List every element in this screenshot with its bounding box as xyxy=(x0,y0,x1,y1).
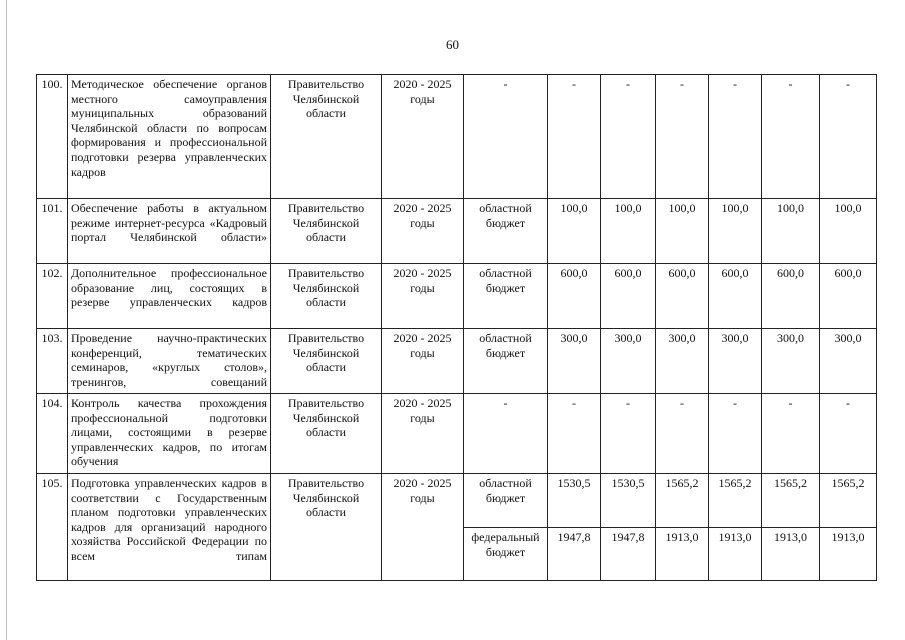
page-edge-line xyxy=(6,0,7,640)
value-cell: 600,0 xyxy=(762,264,820,329)
value-cell: 1530,5 xyxy=(601,474,656,528)
value-cell: 300,0 xyxy=(762,329,820,394)
executor: Правительство Челябинской области xyxy=(271,474,382,581)
value-cell: 300,0 xyxy=(709,329,762,394)
funding-source: областной бюджет xyxy=(464,264,548,329)
value-cell: 300,0 xyxy=(656,329,709,394)
value-cell: - xyxy=(548,75,601,199)
measure-name: Проведение научно-практических конференций, тематических семинаров, «круглых столов», тренингов, совещаний xyxy=(68,329,271,394)
measure-name: Обеспечение работы в актуальном режиме интернет-ресурса «Кадровый портал Челябинской области» xyxy=(68,199,271,264)
value-cell: 600,0 xyxy=(601,264,656,329)
measure-name: Контроль качества прохождения профессиональной подготовки лицами, состоящими в резерве управленческих кадров, по итогам обучения xyxy=(68,394,271,474)
period: 2020 - 2025 годы xyxy=(382,264,464,329)
funding-source: областной бюджет xyxy=(464,329,548,394)
executor: Правительство Челябинской области xyxy=(271,394,382,474)
executor: Правительство Челябинской области xyxy=(271,264,382,329)
value-cell: - xyxy=(656,75,709,199)
measure-name: Методическое обеспечение органов местного самоуправления муниципальных образований Челябинской области по вопросам формирования и профессиональной подготовки резерва управленческих кадров xyxy=(68,75,271,199)
table-row xyxy=(37,264,877,329)
row-number: 100. xyxy=(37,75,68,199)
value-cell: - xyxy=(464,75,548,199)
value-cell: - xyxy=(762,394,820,474)
table-row xyxy=(37,474,877,528)
period: 2020 - 2025 годы xyxy=(382,329,464,394)
value-cell: 1947,8 xyxy=(601,528,656,581)
measure-name: Дополнительное профессиональное образование лиц, состоящих в резерве управленческих кадров xyxy=(68,264,271,329)
page-number: 60 xyxy=(446,37,459,52)
value-cell: - xyxy=(709,394,762,474)
value-cell: 100,0 xyxy=(762,199,820,264)
table-row xyxy=(37,199,877,264)
value-cell: 100,0 xyxy=(601,199,656,264)
table-row xyxy=(37,394,877,474)
value-cell: 600,0 xyxy=(548,264,601,329)
funding-source: областной бюджет xyxy=(464,474,548,528)
value-cell: 100,0 xyxy=(548,199,601,264)
value-cell: 100,0 xyxy=(656,199,709,264)
value-cell: - xyxy=(762,75,820,199)
value-cell: 1565,2 xyxy=(762,474,820,528)
value-cell: 1913,0 xyxy=(820,528,877,581)
value-cell: - xyxy=(709,75,762,199)
value-cell: 600,0 xyxy=(820,264,877,329)
table-row xyxy=(37,329,877,394)
value-cell: 1565,2 xyxy=(709,474,762,528)
executor: Правительство Челябинской области xyxy=(271,329,382,394)
value-cell: 1565,2 xyxy=(656,474,709,528)
value-cell: 1913,0 xyxy=(709,528,762,581)
value-cell: 300,0 xyxy=(548,329,601,394)
row-number: 104. xyxy=(37,394,68,474)
value-cell: - xyxy=(820,75,877,199)
row-number: 105. xyxy=(37,474,68,581)
value-cell: 1913,0 xyxy=(762,528,820,581)
value-cell: - xyxy=(601,75,656,199)
value-cell: - xyxy=(820,394,877,474)
value-cell: 300,0 xyxy=(820,329,877,394)
period: 2020 - 2025 годы xyxy=(382,199,464,264)
funding-source: федеральный бюджет xyxy=(464,528,548,581)
value-cell: 1565,2 xyxy=(820,474,877,528)
measures-table xyxy=(36,74,877,581)
row-number: 103. xyxy=(37,329,68,394)
funding-source: областной бюджет xyxy=(464,199,548,264)
period: 2020 - 2025 годы xyxy=(382,474,464,581)
value-cell: - xyxy=(464,394,548,474)
value-cell: 100,0 xyxy=(820,199,877,264)
executor: Правительство Челябинской области xyxy=(271,75,382,199)
row-number: 101. xyxy=(37,199,68,264)
period: 2020 - 2025 годы xyxy=(382,394,464,474)
value-cell: 600,0 xyxy=(709,264,762,329)
executor: Правительство Челябинской области xyxy=(271,199,382,264)
value-cell: 1913,0 xyxy=(656,528,709,581)
row-number: 102. xyxy=(37,264,68,329)
value-cell: 100,0 xyxy=(709,199,762,264)
value-cell: 600,0 xyxy=(656,264,709,329)
value-cell: 300,0 xyxy=(601,329,656,394)
table-row xyxy=(37,75,877,199)
value-cell: - xyxy=(656,394,709,474)
value-cell: - xyxy=(601,394,656,474)
period: 2020 - 2025 годы xyxy=(382,75,464,199)
measure-name: Подготовка управленческих кадров в соответствии с Государственным планом подготовки управленческих кадров для организаций народного хозяйства Российской Федерации по всем типам xyxy=(68,474,271,581)
value-cell: 1530,5 xyxy=(548,474,601,528)
value-cell: 1947,8 xyxy=(548,528,601,581)
value-cell: - xyxy=(548,394,601,474)
